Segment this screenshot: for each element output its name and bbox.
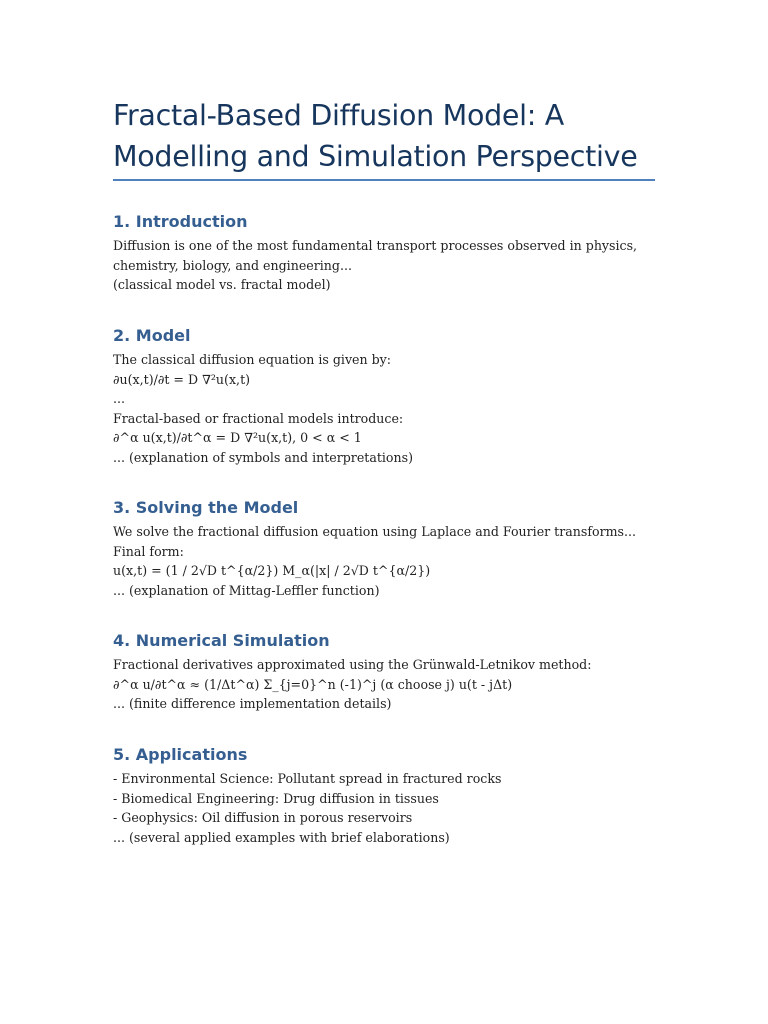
equation-line: u(x,t) = (1 / 2√D t^{α/2}) M_α(|x| / 2√D t^{α/2})	[113, 563, 431, 578]
document-title: Fractal-Based Diffusion Model: A Modelling and Simulation Perspective	[113, 99, 638, 173]
equation-line: ∂^α u/∂t^α ≈ (1/Δt^α) Σ_{j=0}^n (-1)^j (α choose j) u(t - jΔt)	[113, 676, 513, 692]
paragraph-line: Fractional derivatives approximated using the Grünwald-Letnikov method:	[113, 657, 592, 672]
equation-line: ∂^α u(x,t)/∂t^α = D ∇²u(x,t), 0 < α < 1	[113, 430, 362, 445]
paragraph-line: We solve the fractional diffusion equation using Laplace and Fourier transforms...	[113, 524, 637, 539]
list-item: - Geophysics: Oil diffusion in porous reservoirs	[113, 810, 413, 825]
section-heading: 1. Introduction	[113, 212, 248, 231]
paragraph-line: Final form:	[113, 543, 184, 559]
paragraph-line: ... (finite difference implementation details)	[113, 696, 392, 711]
paragraph-line: ... (explanation of Mittag-Leffler function)	[113, 582, 380, 598]
section-solving-the-model	[113, 497, 673, 600]
paragraph-line: (classical model vs. fractal model)	[113, 277, 331, 292]
list-item: - Biomedical Engineering: Drug diffusion in tissues	[113, 790, 439, 806]
section-heading: 5. Applications	[113, 745, 248, 764]
paragraph-line: Diffusion is one of the most fundamental transport processes observed in physics,	[113, 238, 638, 253]
section-heading: 2. Model	[113, 326, 191, 345]
paragraph-line: chemistry, biology, and engineering...	[113, 257, 352, 273]
section-applications	[113, 744, 673, 847]
section-model	[113, 325, 673, 467]
paragraph-line: Fractal-based or fractional models introduce:	[113, 410, 404, 426]
title-underline	[113, 179, 655, 181]
section-numerical-simulation	[113, 630, 673, 714]
list-item: - Environmental Science: Pollutant spread in fractured rocks	[113, 771, 502, 786]
paragraph-line: The classical diffusion equation is given by:	[113, 352, 392, 367]
section-heading: 4. Numerical Simulation	[113, 631, 330, 650]
paragraph-line: ...	[113, 391, 126, 406]
paragraph-line: ... (explanation of symbols and interpretations)	[113, 449, 414, 465]
section-introduction	[113, 211, 673, 295]
paragraph-line: ... (several applied examples with brief elaborations)	[113, 829, 450, 845]
equation-line: ∂u(x,t)/∂t = D ∇²u(x,t)	[113, 371, 251, 387]
section-heading: 3. Solving the Model	[113, 498, 299, 517]
